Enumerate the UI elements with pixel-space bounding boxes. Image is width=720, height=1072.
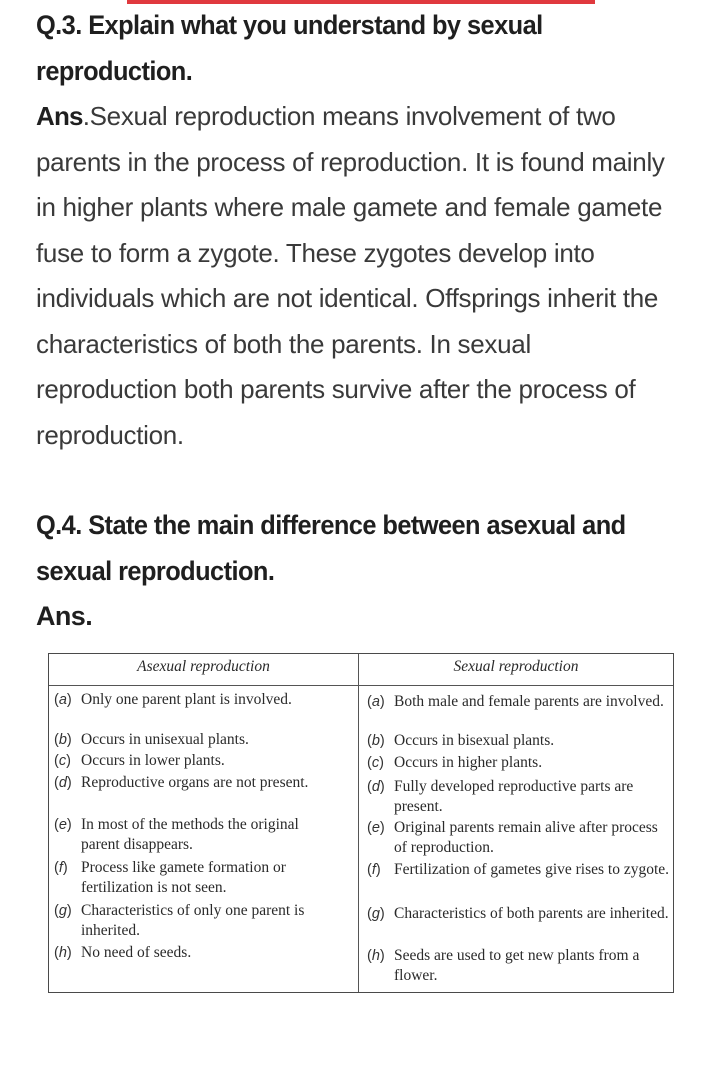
question-4-answer-label: Ans.: [36, 601, 93, 631]
answer-label: Ans: [36, 101, 83, 131]
question-3-answer: [36, 94, 676, 458]
asexual-item-g: (g) Characteristics of only one parent is inherited.: [54, 902, 305, 939]
item-label: (g): [54, 903, 72, 919]
asexual-item-e: (e) In most of the methods the original parent disappears.: [54, 816, 299, 853]
column-divider: [358, 654, 359, 992]
item-label: (f): [54, 860, 68, 876]
item-label: (a): [367, 694, 385, 710]
item-label: (b): [367, 733, 385, 749]
asexual-item-d: (d) Reproductive organs are not present.: [54, 774, 309, 791]
item-label: (a): [54, 692, 72, 708]
item-label: (b): [54, 732, 72, 748]
item-label: (f): [367, 862, 381, 878]
sexual-item-c: (c) Occurs in higher plants.: [367, 754, 543, 771]
item-label: (e): [367, 820, 385, 836]
item-label: (h): [54, 945, 72, 961]
item-label: (h): [367, 948, 385, 964]
sexual-item-g: (g) Characteristics of both parents are inherited.: [367, 905, 669, 922]
asexual-item-f: (f) Process like gamete formation or fertilization is not seen.: [54, 859, 286, 896]
asexual-item-h: (h) No need of seeds.: [54, 944, 192, 961]
sexual-item-h: (h) Seeds are used to get new plants from a flower.: [367, 947, 640, 984]
header-sexual: Sexual reproduction: [453, 658, 579, 675]
sexual-item-b: (b) Occurs in bisexual plants.: [367, 732, 555, 749]
sexual-item-d: (d) Fully developed reproductive parts are present.: [367, 778, 634, 815]
item-label: (d): [367, 779, 385, 795]
item-label: (d): [54, 775, 72, 791]
header-asexual: Asexual reproduction: [137, 658, 270, 675]
answer-text: .Sexual reproduction means involvement of two parents in the process of reproduction. It is found mainly in higher plants where male gamete and female gamete fuse to form a zygote. These zygotes develop into individuals which are not identical. Offsprings inherit the characteristics of both the parents. In sexual reproduction both parents survive after the process of reproduction.: [36, 101, 665, 450]
comparison-table: [48, 653, 674, 993]
asexual-item-a: (a) Only one parent plant is involved.: [54, 691, 292, 708]
asexual-item-b: (b) Occurs in unisexual plants.: [54, 731, 249, 748]
sexual-item-e: (e) Original parents remain alive after process of reproduction.: [367, 819, 658, 856]
item-label: (c): [367, 755, 384, 771]
item-label: (c): [54, 753, 71, 769]
question-3-title: Q.3. Explain what you understand by sexual reproduction.: [36, 10, 543, 86]
item-label: (e): [54, 817, 72, 833]
asexual-item-c: (c) Occurs in lower plants.: [54, 752, 225, 769]
header-divider: [49, 685, 673, 686]
sexual-item-a: (a) Both male and female parents are involved.: [367, 693, 664, 710]
item-label: (g): [367, 906, 385, 922]
sexual-item-f: (f) Fertilization of gametes give rises to zygote.: [367, 861, 670, 878]
question-4-title: Q.4. State the main difference between asexual and sexual reproduction.: [36, 510, 626, 586]
